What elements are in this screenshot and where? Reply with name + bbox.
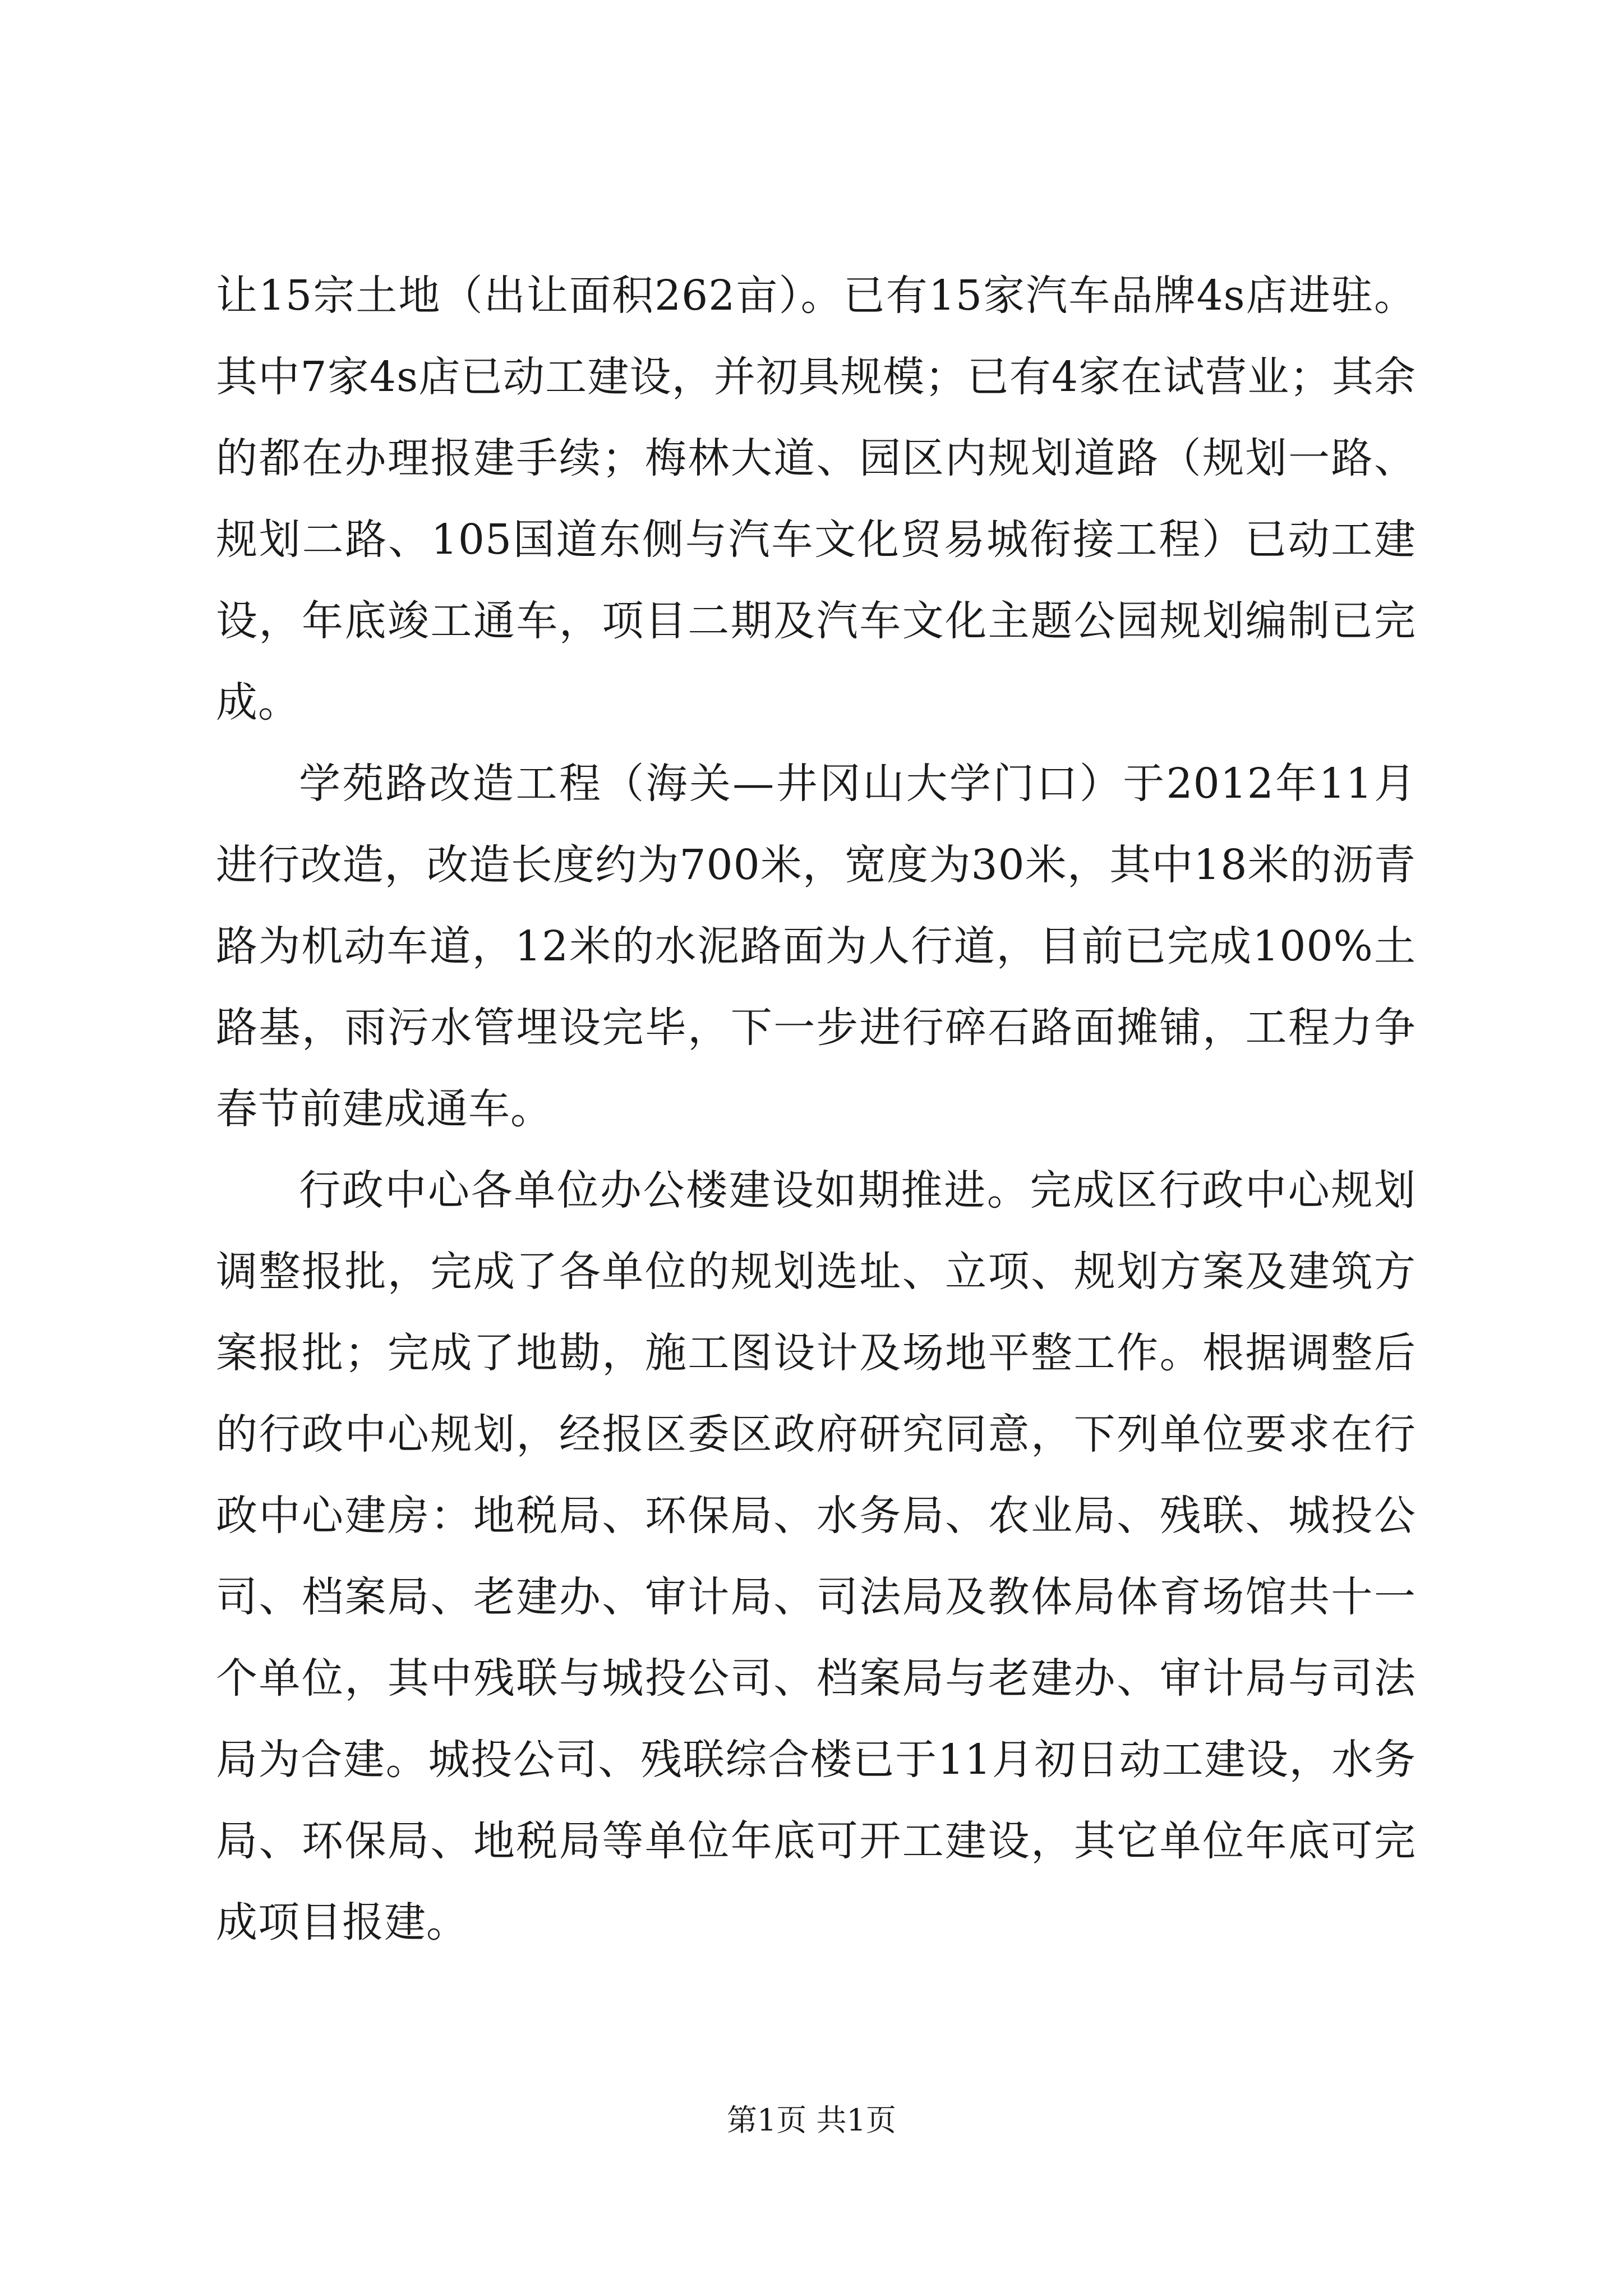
page-footer: 第1页 共1页 xyxy=(727,2102,896,2138)
document-body xyxy=(216,255,1416,1963)
paragraph-3: 行政中心各单位办公楼建设如期推进。完成区行政中心规划调整报批，完成了各单位的规划选址、立项、规划方案及建筑方案报批；完成了地勘，施工图设计及场地平整工作。根据调整后的行政中心规划，经报区委区政府研究同意，下列单位要求在行政中心建房：地税局、环保局、水务局、农业局、残联、城投公司、档案局、老建办、审计局、司法局及教体局体育场馆共十一个单位，其中残联与城投公司、档案局与老建办、审计局与司法局为合建。城投公司、残联综合楼已于11月初日动工建设，水务局、环保局、地税局等单位年底可开工建设，其它单位年底可完成项目报建。 xyxy=(216,1166,1416,1947)
paragraph-2: 学苑路改造工程（海关—井冈山大学门口）于2012年11月进行改造，改造长度约为700米，宽度为30米，其中18米的沥青路为机动车道，12米的水泥路面为人行道，目前已完成100%土路基，雨污水管埋设完毕，下一步进行碎石路面摊铺，工程力争春节前建成通车。 xyxy=(216,760,1416,1133)
paragraph-1: 让15宗土地（出让面积262亩）。已有15家汽车品牌4s店进驻。其中7家4s店已动工建设，并初具规模；已有4家在试营业；其余的都在办理报建手续；梅林大道、园区内规划道路（规划一路、规划二路、105国道东侧与汽车文化贸易城衔接工程）已动工建设，年底竣工通车，项目二期及汽车文化主题公园规划编制已完成。 xyxy=(216,272,1416,726)
